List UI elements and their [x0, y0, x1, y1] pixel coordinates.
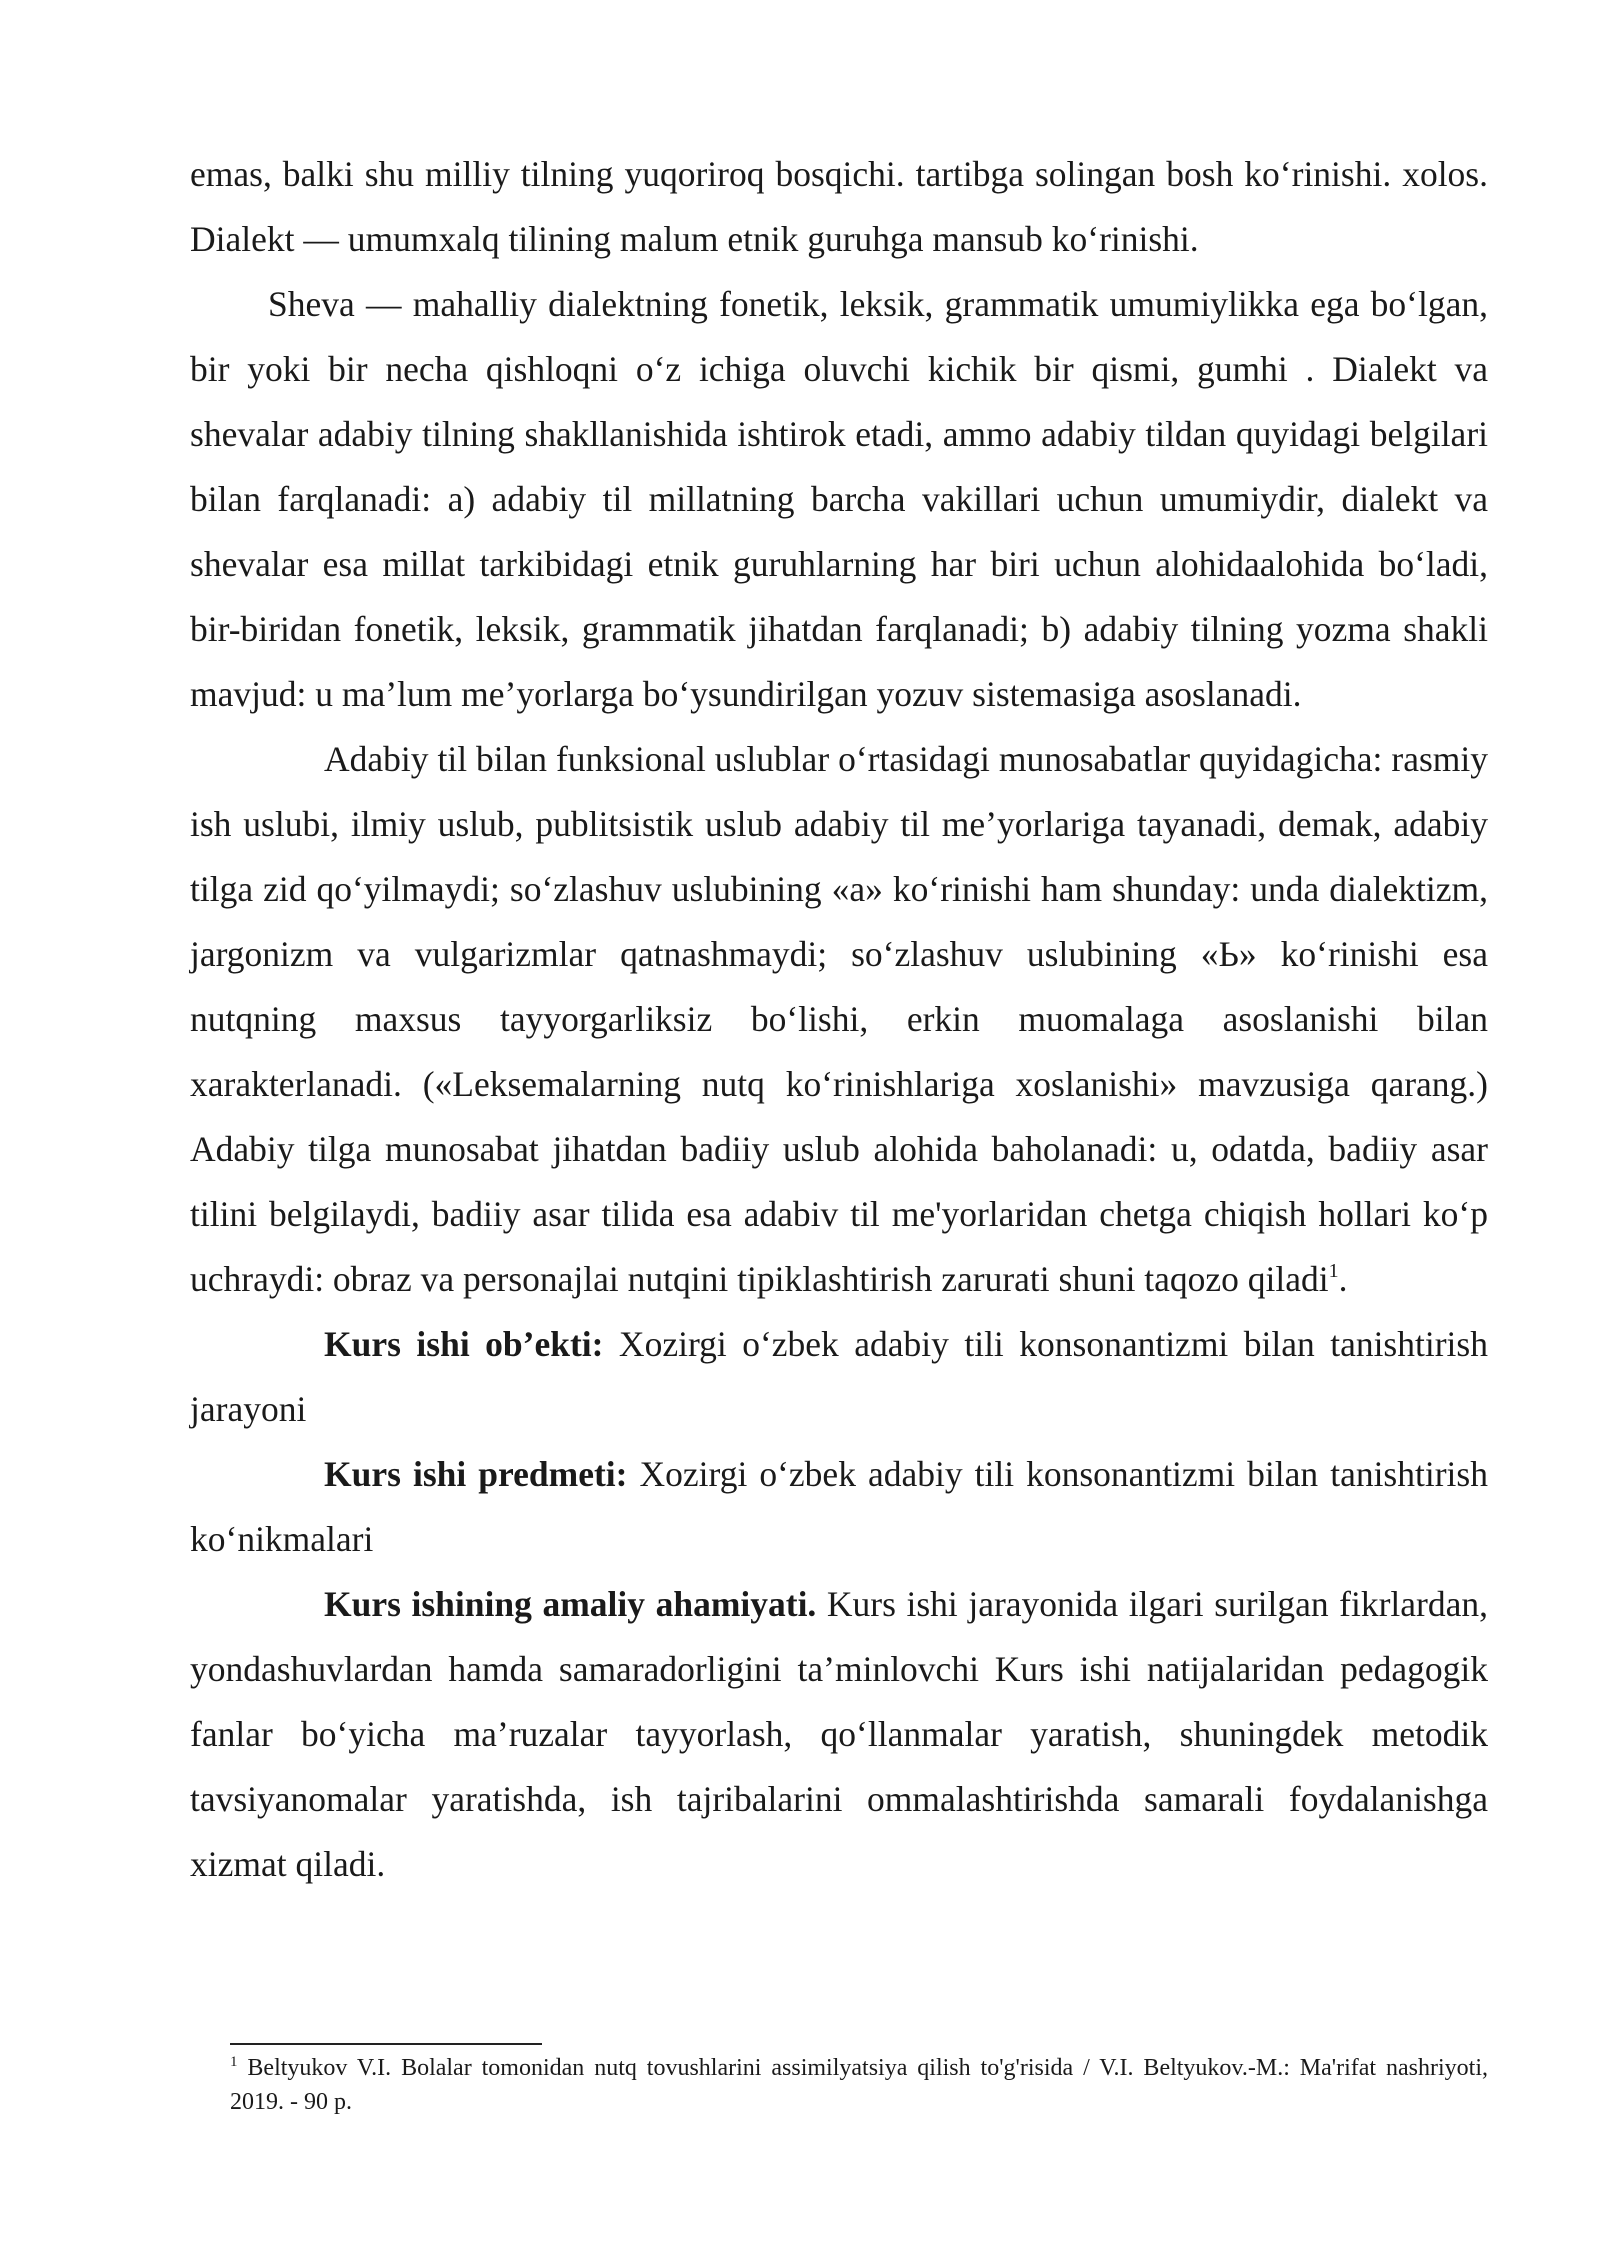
footnote-reference[interactable]: 1: [1328, 1260, 1339, 1282]
footnote-mark: 1: [230, 2054, 238, 2070]
paragraph-uslublar-end: .: [1338, 1259, 1348, 1299]
paragraph-dialekt: emas, balki shu milliy tilning yuqoriroq bosqichi. tartibga solingan bosh ko‘rinishi. xolos. Dialekt — umumxalq tilining malum etnik guruhga mansub ko‘rinishi.: [190, 154, 1488, 259]
paragraph-uslublar: [190, 727, 1488, 1312]
amaliy-label: Kurs ishining amaliy ahamiyati.: [324, 1584, 817, 1624]
paragraph-sheva: Sheva — mahalliy dialektning fonetik, leksik, grammatik umumiylikka ega bo‘lgan, bir yoki bir necha qishloqni o‘z ichiga oluvchi kichik bir qismi, gumhi . Dialekt va shevalar adabiy tilning shakllanishida ishtirok etadi, ammo adabiy tildan quyidagi belgilari bilan farqlanadi: a) adabiy til millatning barcha vakillari uchun umumiydir, dialekt va shevalar esa millat tarkibidagi etnik guruhlarning har biri uchun alohidaalohida bo‘ladi, bir-biridan fonetik, leksik, grammatik jihatdan farqlanadi; b) adabiy tilning yozma shakli mavjud: u ma’lum me’yorlarga bo‘ysundirilgan yozuv sistemasiga asoslanadi.: [190, 284, 1488, 714]
predmet-text: Xozirgi o‘zbek adabiy tili konsonantizmi bilan tanishtirish ko‘nikmalari: [190, 1454, 1488, 1559]
paragraph-predmet: [190, 1442, 1488, 1572]
obyekt-text: Xozirgi o‘zbek adabiy tili konsonantizmi bilan tanishtirish jarayoni: [190, 1324, 1488, 1429]
footnote-text: Beltyukov V.I. Bolalar tomonidan nutq tovushlarini assimilyatsiya qilish to'g'risida / V.I. Beltyukov.-M.: Ma'rifat nashriyoti, 2019. - 90 p.: [230, 2055, 1488, 2115]
paragraph-amaliy: [190, 1572, 1488, 1897]
paragraph-obyekt: [190, 1312, 1488, 1442]
footnote: [230, 2051, 1488, 2119]
obyekt-label: Kurs ishi ob’ekti:: [324, 1324, 604, 1364]
paragraph-uslublar-text: Adabiy til bilan funksional uslublar o‘rtasidagi munosabatlar quyidagicha: rasmiy ish uslubi, ilmiy uslub, publitsistik uslub adabiy til me’yorlariga tayanadi, demak, adabiy tilga zid qo‘yilmaydi; so‘zlashuv uslubining «a» ko‘rinishi ham shunday: unda dialektizm, jargonizm va vulgarizmlar qatnashmaydi; so‘zlashuv uslubining «Ь» ko‘rinishi esa nutqning maxsus tayyorgarliksiz bo‘lishi, erkin muomalaga asoslanishi bilan xarakterlanadi. («Leksemalarning nutq ko‘rinishlariga xoslanishi» mavzusiga qarang.) Adabiy tilga munosabat jihatdan badiiy uslub alohida baholanadi: u, odatda, badiiy asar tilini belgilaydi, badiiy asar tilida esa adabiv til me'yorlaridan chetga chiqish hollari ko‘p uchraydi: obraz va personajlai nutqini tipiklashtirish zarurati shuni taqozo qiladi: [190, 739, 1488, 1299]
footnote-separator: [230, 2043, 542, 2045]
document-body: [190, 142, 1488, 1897]
amaliy-text: Kurs ishi jarayonida ilgari surilgan fikrlardan, yondashuvlardan hamda samaradorligini ta’minlovchi Kurs ishi natijalaridan pedagogik fanlar bo‘yicha ma’ruzalar tayyorlash, qo‘llanmalar yaratish, shuningdek metodik tavsiyanomalar yaratishda, ish tajribalarini ommalashtirishda samarali foydalanishga xizmat qiladi.: [190, 1584, 1488, 1884]
predmet-label: Kurs ishi predmeti:: [324, 1454, 628, 1494]
